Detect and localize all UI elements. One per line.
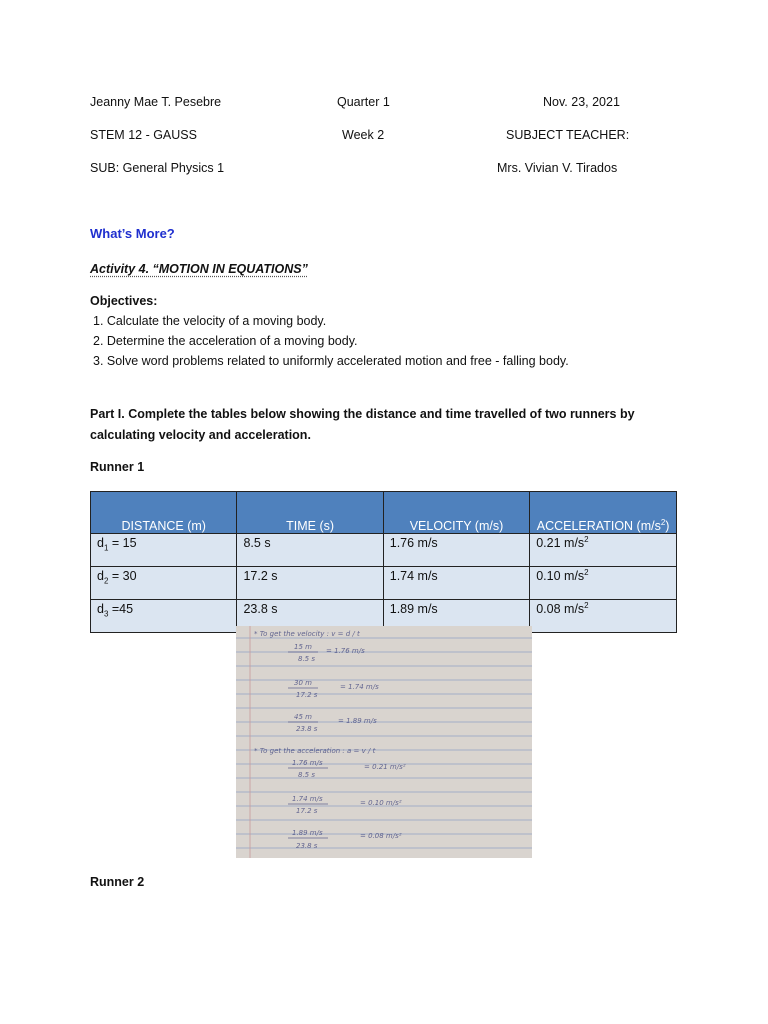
distance-symbol: d [97,602,104,616]
cell-distance [91,567,237,600]
cell-velocity: 1.89 m/s [383,600,529,633]
cell-acceleration [530,534,677,567]
a3-denominator: 23.8 s [296,842,318,850]
paper-background [236,626,532,858]
part1-instructions-line2: calculating velocity and acceleration. [90,428,311,442]
section-title: What’s More? [90,226,175,241]
a2-numerator: 1.74 m/s [292,795,323,803]
v3-numerator: 45 m [294,713,312,721]
v2-numerator: 30 m [294,679,312,687]
header-acceleration-close: ) [665,519,670,533]
header-time: TIME (s) [237,492,383,534]
runner1-label: Runner 1 [90,460,145,474]
cell-velocity: 1.76 m/s [383,534,529,567]
acceleration-value: 0.08 m/s [536,602,585,616]
distance-subscript: 2 [103,576,109,586]
quarter: Quarter 1 [337,95,390,109]
distance-subscript: 3 [103,609,109,619]
distance-subscript: 1 [103,543,109,553]
distance-value: =45 [108,602,134,616]
objective-item: 1. Calculate the velocity of a moving body. [93,314,327,328]
v1-denominator: 8.5 s [298,655,316,663]
week: Week 2 [342,128,385,142]
cell-velocity: 1.74 m/s [383,567,529,600]
acceleration-value: 0.21 m/s [536,536,585,550]
part1-instructions-line1: Part I. Complete the tables below showing the distance and time travelled of two runners by [90,407,635,421]
objectives-heading: Objectives: [90,294,158,308]
distance-value: = 30 [108,569,137,583]
header-acceleration [530,492,677,534]
cell-acceleration [530,600,677,633]
acceleration-value: 0.10 m/s [536,569,585,583]
header-acceleration-text: ACCELERATION (m/s [536,519,661,533]
header-acceleration-exponent: 2 [660,517,666,527]
a1-result: = 0.21 m/s² [364,763,406,771]
student-name: Jeanny Mae T. Pesebre [90,95,222,109]
a2-result: = 0.10 m/s² [360,799,402,807]
v3-result: = 1.89 m/s [338,717,377,725]
cell-distance [91,534,237,567]
a2-denominator: 17.2 s [296,807,318,815]
date: Nov. 23, 2021 [543,95,620,109]
cell-time: 23.8 s [237,600,383,633]
teacher-label: SUBJECT TEACHER: [506,128,630,142]
a3-numerator: 1.89 m/s [292,829,323,837]
acceleration-exponent: 2 [584,567,589,577]
objective-item: 3. Solve word problems related to uniformly accelerated motion and free - falling body. [93,354,569,368]
acceleration-formula-title: * To get the acceleration : a = v / t [254,747,376,755]
v2-denominator: 17.2 s [296,691,318,699]
table-header-row [91,492,677,534]
v2-result: = 1.74 m/s [340,683,379,691]
teacher-name: Mrs. Vivian V. Tirados [497,161,618,175]
objective-item: 2. Determine the acceleration of a moving body. [93,334,358,348]
table-row [91,567,677,600]
distance-value: = 15 [108,536,137,550]
subject: SUB: General Physics 1 [90,161,225,175]
activity-title: Activity 4. “MOTION IN EQUATIONS” [90,262,308,276]
cell-acceleration [530,567,677,600]
distance-symbol: d [97,569,104,583]
cell-time: 17.2 s [237,567,383,600]
cell-distance [91,600,237,633]
handwritten-solution-photo [236,626,532,858]
v1-numerator: 15 m [294,643,312,651]
cell-time: 8.5 s [237,534,383,567]
velocity-formula-title: * To get the velocity : v = d / t [254,630,360,638]
v3-denominator: 23.8 s [296,725,318,733]
v1-result: = 1.76 m/s [326,647,365,655]
header-distance: DISTANCE (m) [91,492,237,534]
acceleration-exponent: 2 [584,534,589,544]
distance-symbol: d [97,536,104,550]
header-velocity: VELOCITY (m/s) [383,492,529,534]
a3-result: = 0.08 m/s² [360,832,402,840]
runner2-label: Runner 2 [90,875,145,889]
a1-numerator: 1.76 m/s [292,759,323,767]
section: STEM 12 - GAUSS [90,128,197,142]
table-row [91,534,677,567]
a1-denominator: 8.5 s [298,771,316,779]
runner1-table [90,491,677,633]
acceleration-exponent: 2 [584,600,589,610]
